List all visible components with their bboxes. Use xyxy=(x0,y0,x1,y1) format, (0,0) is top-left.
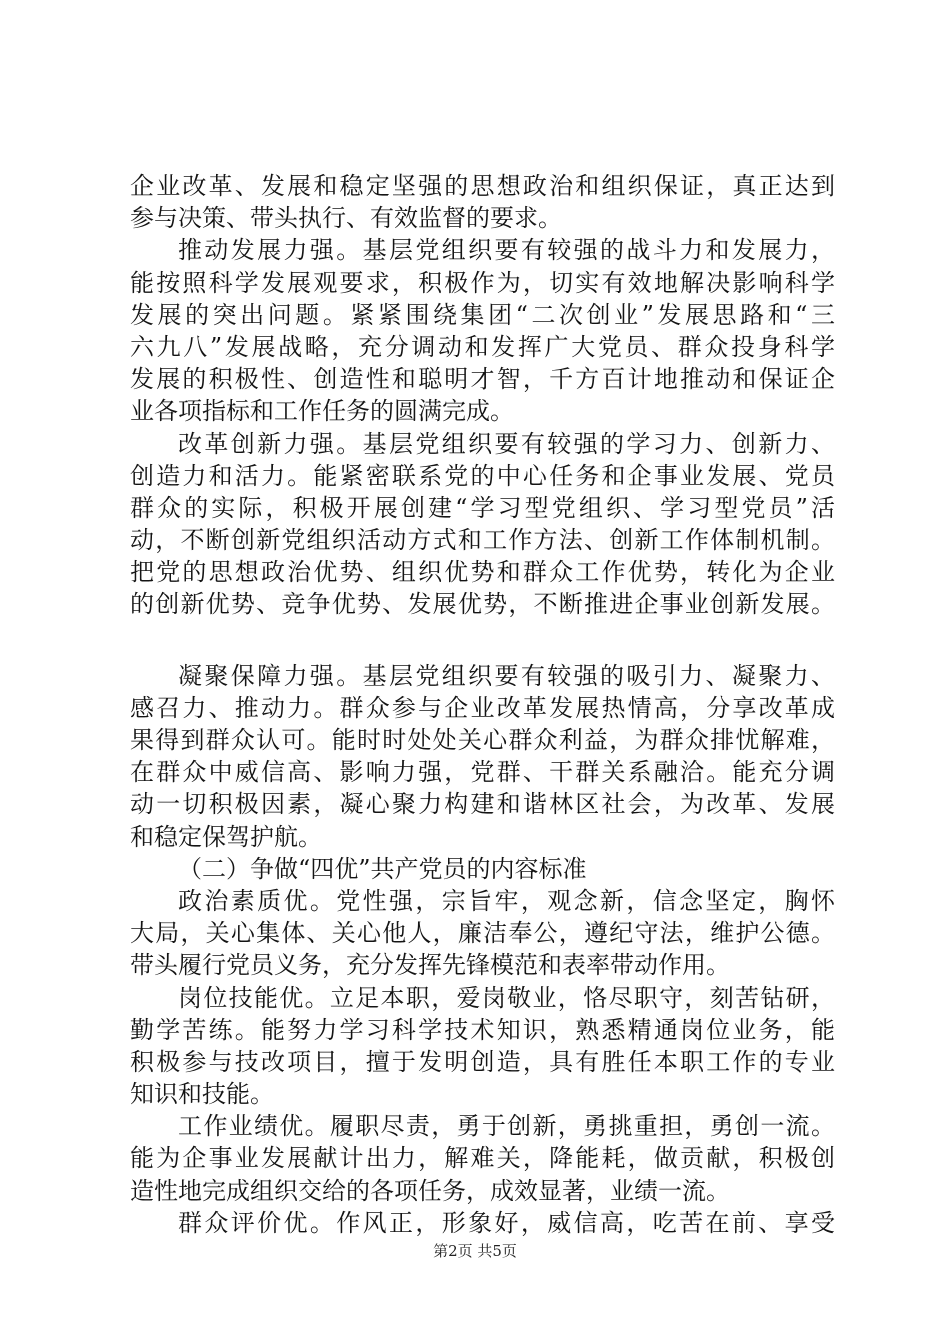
paragraph-line: 工作业绩优。履职尽责，勇于创新，勇挑重担，勇创一流。 xyxy=(178,1112,835,1141)
paragraph-line: 参与决策、带头执行、有效监督的要求。 xyxy=(130,204,562,233)
paragraph-line: 业各项指标和工作任务的圆满完成。 xyxy=(130,397,514,426)
page-number-footer: 第2页 共5页 xyxy=(433,1242,517,1260)
paragraph-line: 的创新优势、竞争优势、发展优势，不断推进企事业创新发展。 xyxy=(130,590,835,619)
paragraph-line: 创造力和活力。能紧密联系党的中心任务和企事业发展、党员 xyxy=(130,461,835,490)
paragraph-line: 和稳定保驾护航。 xyxy=(130,822,322,851)
paragraph-gap xyxy=(130,621,835,660)
paragraph-line: 动一切积极因素，凝心聚力构建和谐林区社会，为改革、发展 xyxy=(130,790,835,819)
paragraph-line: 积极参与技改项目，擅于发明创造，具有胜任本职工作的专业 xyxy=(130,1047,835,1076)
body-text xyxy=(130,170,835,1239)
paragraph-line: 感召力、推动力。群众参与企业改革发展热情高，分享改革成 xyxy=(130,693,835,722)
paragraph-line: 造性地完成组织交给的各项任务，成效显著，业绩一流。 xyxy=(130,1176,730,1205)
paragraph-line: 群众评价优。作风正，形象好，威信高，吃苦在前、享受 xyxy=(178,1208,835,1237)
paragraph-line: 大局，关心集体、关心他人，廉洁奉公，遵纪守法，维护公德。 xyxy=(130,919,835,948)
paragraph-line: 凝聚保障力强。基层党组织要有较强的吸引力、凝聚力、 xyxy=(178,661,835,690)
section-heading: （二）争做“四优”共产党员的内容标准 xyxy=(178,854,587,883)
paragraph-line: 发展的突出问题。紧紧围绕集团“二次创业”发展思路和“三 xyxy=(130,300,835,329)
paragraph-line: 把党的思想政治优势、组织优势和群众工作优势，转化为企业 xyxy=(130,558,835,587)
paragraph-line: 六九八”发展战略，充分调动和发挥广大党员、群众投身科学 xyxy=(130,332,835,361)
paragraph-line: 果得到群众认可。能时时处处关心群众利益，为群众排忧解难， xyxy=(130,726,835,754)
paragraph-line: 发展的积极性、创造性和聪明才智，千方百计地推动和保证企 xyxy=(130,365,835,394)
paragraph-line: 勤学苦练。能努力学习科学技术知识，熟悉精通岗位业务，能 xyxy=(130,1015,835,1044)
paragraph-line: 知识和技能。 xyxy=(130,1080,274,1109)
paragraph-line: 群众的实际，积极开展创建“学习型党组织、学习型党员”活 xyxy=(130,493,835,522)
paragraph-line: 岗位技能优。立足本职，爱岗敬业，恪尽职守，刻苦钻研， xyxy=(178,983,835,1012)
paragraph-line: 带头履行党员义务，充分发挥先锋模范和表率带动作用。 xyxy=(130,951,730,980)
paragraph-line: 能为企事业发展献计出力，解难关，降能耗，做贡献，积极创 xyxy=(130,1144,835,1173)
paragraph-line: 推动发展力强。基层党组织要有较强的战斗力和发展力， xyxy=(178,236,835,265)
paragraph-line: 改革创新力强。基层党组织要有较强的学习力、创新力、 xyxy=(178,429,835,458)
paragraph-line: 企业改革、发展和稳定坚强的思想政治和组织保证，真正达到 xyxy=(130,172,835,200)
paragraph-line: 政治素质优。党性强，宗旨牢，观念新，信念坚定，胸怀 xyxy=(178,886,835,915)
paragraph-line: 动，不断创新党组织活动方式和工作方法、创新工作体制机制。 xyxy=(130,526,835,555)
paragraph-line: 能按照科学发展观要求，积极作为，切实有效地解决影响科学 xyxy=(130,268,835,297)
paragraph-line: 在群众中威信高、影响力强，党群、干群关系融洽。能充分调 xyxy=(130,758,835,787)
